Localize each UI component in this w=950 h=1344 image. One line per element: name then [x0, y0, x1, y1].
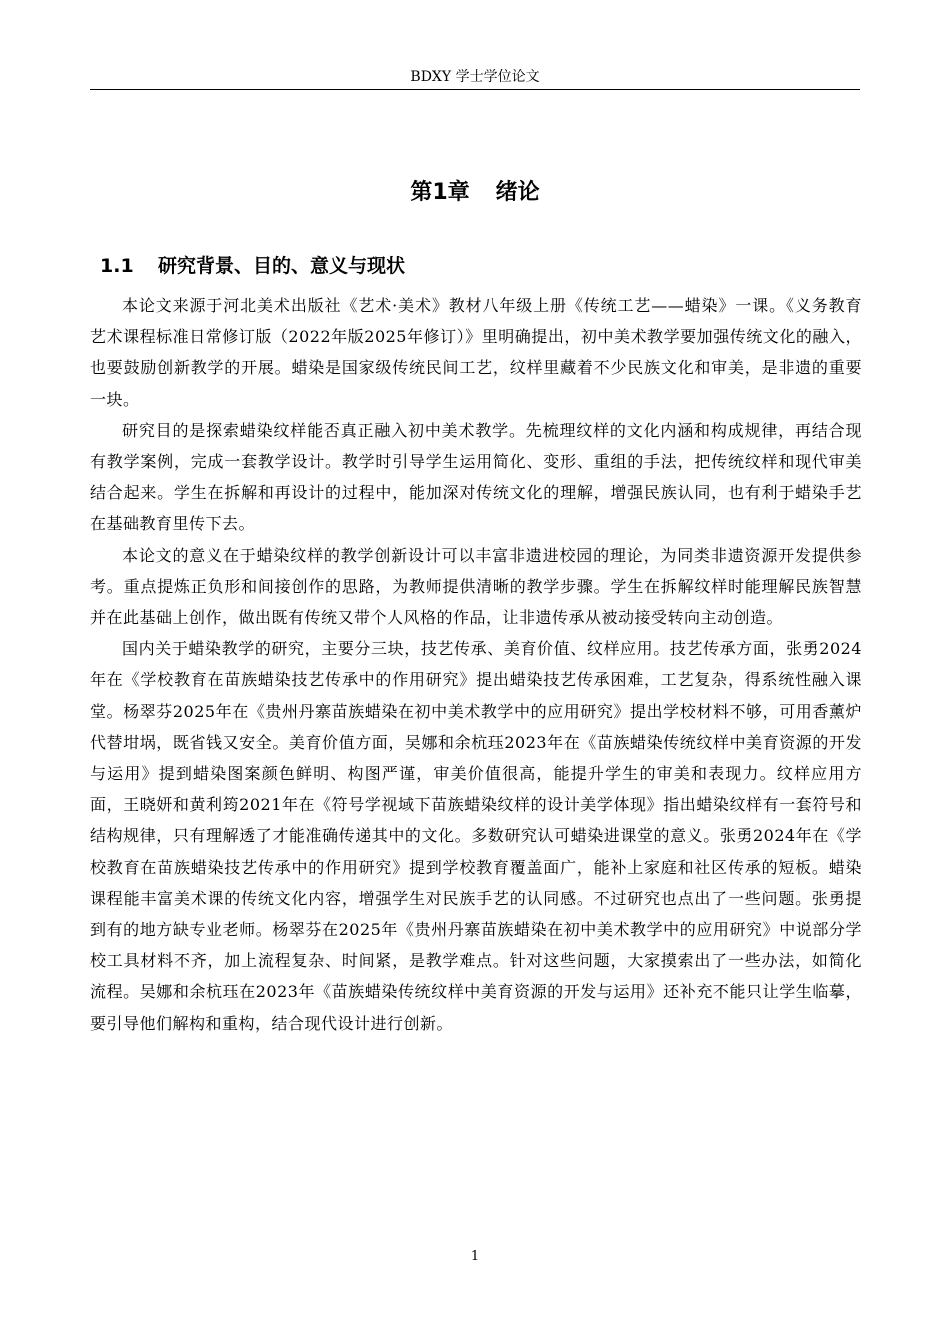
paragraph-literature-review: 国内关于蜡染教学的研究，主要分三块，技艺传承、美育价值、纹样应用。技艺传承方面，张勇2024年在《学校教育在苗族蜡染技艺传承中的作用研究》提出蜡染技艺传承困难，工艺复杂，得系统性融入课堂。杨翠芬2025年在《贵州丹寨苗族蜡染在初中美术教学中的应用研究》提出学校材料不够，可用香薰炉代替坩埚，既省钱又安全。美育价值方面，吴娜和余杭珏2023年在《苗族蜡染传统纹样中美育资源的开发与运用》提到蜡染图案颜色鲜明、构图严谨，审美价值很高，能提升学生的审美和表现力。纹样应用方面，王晓妍和黄利筠2021年在《符号学视域下苗族蜡染纹样的设计美学体现》指出蜡染纹样有一套符号和结构规律，只有理解透了才能准确传递其中的文化。多数研究认可蜡染进课堂的意义。张勇2024年在《学校教育在苗族蜡染技艺传承中的作用研究》提到学校教育覆盖面广，能补上家庭和社区传承的短板。蜡染课程能丰富美术课的传统文化内容，增强学生对民族手艺的认同感。不过研究也点出了一些问题。张勇提到有的地方缺专业老师。杨翠芬在2025年《贵州丹寨苗族蜡染在初中美术教学中的应用研究》中说部分学校工具材料不齐，加上流程复杂、时间紧，是教学难点。针对这些问题，大家摸索出了一些办法，如简化流程。吴娜和余杭珏在2023年《苗族蜡染传统纹样中美育资源的开发与运用》还补充不能只让学生临摹，要引导他们解构和重构，结合现代设计进行创新。: [90, 639, 862, 1033]
header-rule: [90, 89, 860, 90]
running-header: BDXY 学士学位论文: [410, 69, 540, 85]
section-heading: [100, 250, 860, 282]
section-number: 1.1: [100, 255, 134, 277]
paragraph-significance: 本论文的意义在于蜡染纹样的教学创新设计可以丰富非遗进校园的理论，为同类非遗资源开发提供参考。重点提炼正负形和间接创作的思路，为教师提供清晰的教学步骤。学生在拆解纹样时能理解民族智慧并在此基础上创作，做出既有传统又带个人风格的作品，让非遗传承从被动接受转向主动创造。: [90, 545, 862, 628]
paragraph-purpose: 研究目的是探索蜡染纹样能否真正融入初中美术教学。先梳理纹样的文化内涵和构成规律，再结合现有教学案例，完成一套教学设计。教学时引导学生运用简化、变形、重组的手法，把传统纹样和现代审美结合起来。学生在拆解和再设计的过程中，能加深对传统文化的理解，增强民族认同，也有利于蜡染手艺在基础教育里传下去。: [90, 420, 862, 534]
body-text: [90, 290, 862, 1039]
page-number: 1: [470, 1249, 480, 1264]
section-title: 研究背景、目的、意义与现状: [158, 255, 406, 277]
chapter-number: 第1章: [410, 180, 470, 205]
chapter-title-text: 绪论: [495, 180, 540, 205]
chapter-title: [90, 175, 860, 211]
paragraph-source: 本论文来源于河北美术出版社《艺术·美术》教材八年级上册《传统工艺——蜡染》一课。《义务教育艺术课程标准日常修订版（2022年版2025年修订）》里明确提出，初中美术教学要加强传统文化的融入，也要鼓励创新教学的开展。蜡染是国家级传统民间工艺，纹样里藏着不少民族文化和审美，是非遗的重要一块。: [90, 296, 862, 409]
